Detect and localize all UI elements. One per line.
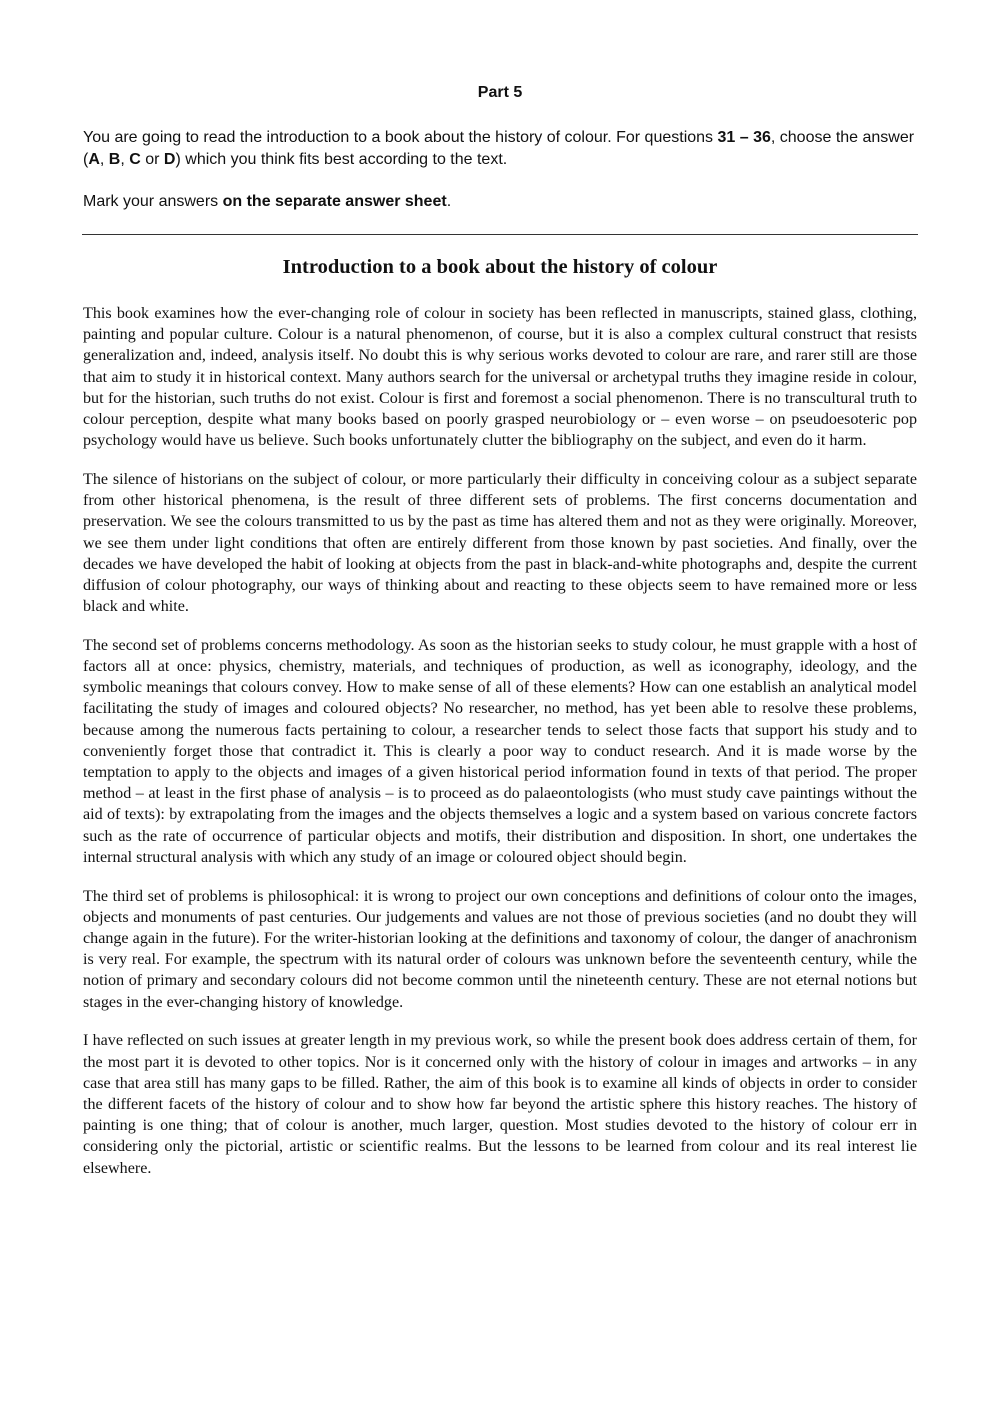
article-paragraph-1: This book examines how the ever-changing role of colour in society has been reflected in manuscripts, stained glass, clothing, painting and popular culture. Colour is a natural phenomenon, of course, but it is also a complex cultural construct that resists generalization and, indeed, analysis itself. No doubt this is why serious works devoted to colour are rare, and rarer still are those that aim to study it in historical context. Many authors search for the universal or archetypal truths they imagine reside in colour, but for the historian, such truths do not exist. Colour is first and foremost a social phenomenon. There is no transcultural truth to colour perception, despite what many books based on poorly grasped neurobiology or – even worse – on pseudoesoteric pop psychology would have us believe. Such books unfortunately clutter the bibliography on the subject, and even do it harm. — [83, 305, 917, 450]
answer-sheet-note — [83, 191, 923, 213]
part-heading: Part 5 — [477, 84, 523, 101]
instruction-text: . — [446, 193, 452, 210]
instruction-text: ) which you think fits best according to the text. — [175, 151, 508, 168]
separator: or — [140, 151, 164, 168]
instruction-text: Mark your answers — [83, 193, 223, 210]
option-d-label: D — [163, 151, 176, 168]
instruction-paragraph — [83, 127, 923, 171]
instruction-text: , choose the answer ( — [83, 129, 915, 168]
article-paragraph-4: The third set of problems is philosophical: it is wrong to project our own conceptions and definitions of colour onto the images, objects and monuments of past centuries. Our judgements and values are not those of previous societies (and no doubt they will change again in the future). For the writer-historian looking at the definitions and taxonomy of colour, the danger of anachronism is very real. For example, the spectrum with its natural order of colours was unknown before the seventeenth century, while the notion of primary and secondary colours did not become common until the nineteenth century. These are not eternal notions but stages in the ever-changing history of knowledge. — [83, 887, 917, 1011]
option-c-label: C — [129, 151, 141, 168]
option-b-label: B — [108, 151, 121, 168]
separator: , — [99, 151, 109, 168]
answer-sheet-emphasis: on the separate answer sheet — [222, 193, 447, 210]
question-range: 31 – 36 — [717, 129, 771, 146]
task-instructions — [83, 127, 923, 213]
option-a-label: A — [88, 151, 100, 168]
separator: , — [120, 151, 130, 168]
divider-line — [82, 234, 918, 235]
instruction-text: You are going to read the introduction to a book about the history of colour. For questions — [83, 129, 718, 146]
article-paragraph-2: The silence of historians on the subject of colour, or more particularly their difficulty in conceiving colour as a subject separate from other historical phenomena, is the result of three different sets of problems. The first concerns documentation and preservation. We see the colours transmitted to us by the past as time has altered them and not as they were originally. Moreover, we see them under light conditions that often are entirely different from those known by past societies. And finally, over the decades we have developed the habit of looking at objects from the past in black-and-white photographs and, despite the current diffusion of colour photography, our ways of thinking about and reacting to these objects seem to have remained more or less black and white. — [83, 470, 917, 616]
article-title: Introduction to a book about the history of colour — [282, 256, 718, 278]
article-paragraph-3: The second set of problems concerns methodology. As soon as the historian seeks to study colour, he must grapple with a host of factors all at once: physics, chemistry, materials, and techniques of production, as well as iconography, ideology, and the symbolic meanings that colours convey. How to make sense of all of these elements? How can one establish an analytical model facilitating the study of images and coloured objects? No researcher, no method, has yet been able to resolve these problems, because among the numerous facts pertaining to colour, a researcher tends to select those facts that support his study and to conveniently forget those that contradict it. This is clearly a poor way to conduct research. And it is made worse by the temptation to apply to the objects and images of a given historical period information found in texts of that period. The proper method – at least in the first phase of analysis – is to proceed as do palaeontologists (who must study cave paintings without the aid of texts): by extrapolating from the images and the objects themselves a logic and a system based on various concrete factors such as the rate of occurrence of particular objects and motifs, their distribution and disposition. In short, one undertakes the internal structural analysis with which any study of an image or coloured object should begin. — [83, 636, 917, 866]
article-body — [83, 303, 917, 1196]
article-paragraph-5: I have reflected on such issues at greater length in my previous work, so while the present book does address certain of them, for the most part it is devoted to other topics. Nor is it concerned only with the history of colour in images and artworks – in any case that area still has many gaps to be filled. Rather, the aim of this book is to examine all kinds of objects in order to consider the different facets of the history of colour and to show how far beyond the artistic sphere this history reaches. The history of painting is one thing; that of colour is another, much larger, question. Most studies devoted to the history of colour err in considering only the pictorial, artistic or scientific realms. But the lessons to be learned from colour and its real interest lie elsewhere. — [83, 1032, 917, 1177]
